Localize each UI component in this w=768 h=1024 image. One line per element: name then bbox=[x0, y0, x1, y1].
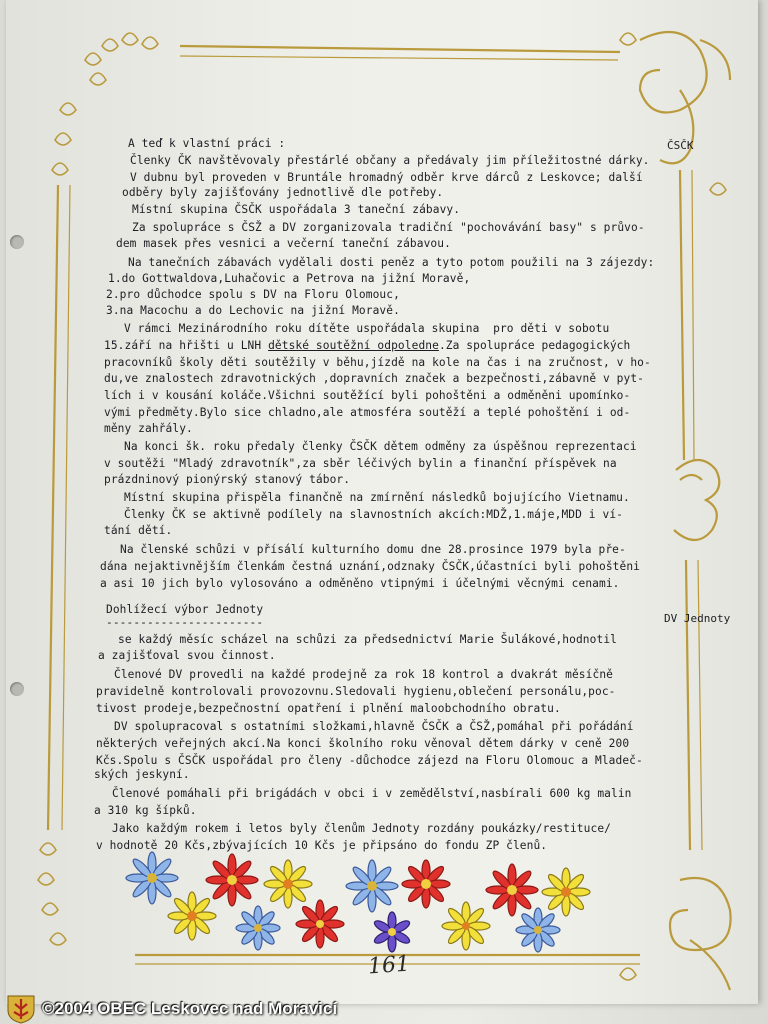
text-segment: .Za spolupráce pedagogických bbox=[438, 339, 631, 352]
text-segment: 15.září na hřišti u LNH bbox=[104, 339, 269, 352]
watermark bbox=[6, 994, 426, 1024]
text-line: prázdninový pionýrský stanový tábor. bbox=[104, 473, 351, 486]
text-line: Místní skupina ČSČK uspořádala 3 taneční zábavy. bbox=[132, 203, 461, 216]
text-line: Místní skupina přispěla finančně na zmírnění následků bojujícího Vietnamu. bbox=[124, 491, 630, 504]
underlined-phrase: dětské soutěžní odpoledne bbox=[268, 339, 439, 352]
text-line: odběry byly zajišťovány jednotlivě dle potřeby. bbox=[122, 186, 444, 199]
text-line: V rámci Mezinárodního roku dítěte uspořádala skupina pro děti v sobotu bbox=[124, 322, 610, 335]
text-line: pracovníků školy děti soutěžily v běhu,jízdě na kole na čas i na zručnost, v ho- bbox=[104, 356, 651, 369]
text-line: Kčs.Spolu s ČSČK uspořádal pro členy -důchodce zájezd na Floru Olomouc a Mladeč- bbox=[96, 754, 643, 767]
text-line: a zajišťoval svou činnost. bbox=[98, 649, 276, 662]
text-line: Členové DV provedli na každé prodejně za rok 18 kontrol a dvakrát měsíčně bbox=[114, 668, 613, 681]
text-line: tivost prodeje,bezpečnostní opatření i plnění maloobchodního obratu. bbox=[96, 702, 561, 715]
text-line: vými předměty.Bylo sice chladno,ale atmosféra soutěží a teplé pohoštění i od- bbox=[104, 406, 631, 419]
text-line: Členky ČK se aktivně podílely na slavnostních akcích:MDŽ,1.máje,MDD i ví- bbox=[124, 508, 623, 521]
text-line: ských jeskyní. bbox=[94, 768, 190, 781]
text-line: 3.na Macochu a do Lechovic na jižní Moravě. bbox=[106, 304, 400, 317]
text-line: měny zahřály. bbox=[104, 422, 193, 435]
text-line: Na členské schůzi v přísálí kulturního domu dne 28.prosince 1979 byla pře- bbox=[120, 543, 626, 556]
text-line: Na konci šk. roku předaly členky ČSČK dětem odměny za úspěšnou reprezentaci bbox=[124, 440, 637, 453]
text-line: DV spolupracoval s ostatními složkami,hlavně ČSČK a ČSŽ,pomáhal při pořádání bbox=[114, 720, 634, 733]
text-line: pravidelně kontrolovali provozovnu.Sledovali hygienu,oblečení personálu,poc- bbox=[96, 685, 616, 698]
text-line: du,ve znalostech zdravotnických ,dopravních značek a bezpečnosti,zábavně v pyt- bbox=[104, 372, 644, 385]
text-line bbox=[104, 339, 630, 352]
text-line: lích i v kousání koláče.Všichni soutěžící byli pohoštěni a odměněni upomínko- bbox=[104, 389, 631, 402]
text-line: dána nejaktivnějším členkám čestná uznání,odznaky ČSČK,účastníci byli pohoštěni bbox=[100, 560, 640, 573]
text-line: tání dětí. bbox=[104, 524, 173, 537]
heading-underline: ----------------------- bbox=[106, 616, 264, 629]
text-line: 2.pro důchodce spolu s DV na Floru Olomouc, bbox=[106, 288, 400, 301]
text-line: Členové pomáhali při brigádách v obci i v zemědělství,nasbírali 600 kg malin bbox=[112, 787, 632, 800]
text-line: v soutěži "Mladý zdravotník",za sběr léčivých bylin a finanční příspěvek na bbox=[104, 457, 617, 470]
text-line: dem masek přes vesnici a večerní taneční zábavou. bbox=[116, 237, 451, 250]
text-line: se každý měsíc scházel na schůzi za předsednictví Marie Šulákové,hodnotil bbox=[118, 633, 617, 646]
margin-note-dv-jednoty: DV Jednoty bbox=[664, 612, 731, 625]
text-line: některých veřejných akcí.Na konci školního roku věnoval dětem dárky v ceně 200 bbox=[96, 737, 630, 750]
text-line: V dubnu byl proveden v Bruntále hromadný odběr krve dárců z Leskovce; další bbox=[130, 171, 643, 184]
text-line: Členky ČK navštěvovaly přestárlé občany a předávaly jim příležitostné dárky. bbox=[130, 154, 650, 167]
text-line: Za spolupráce s ČSŽ a DV zorganizovala tradiční "pochovávání basy" s průvo- bbox=[132, 221, 645, 234]
text-line: v hodnotě 20 Kčs,zbývajících 10 Kčs je připsáno do fondu ZP členů. bbox=[96, 839, 548, 852]
text-line: 1.do Gottwaldova,Luhačovic a Petrova na jižní Moravě, bbox=[108, 272, 471, 285]
section-heading: Dohlížecí výbor Jednoty bbox=[106, 603, 264, 616]
page-number: 161 bbox=[367, 951, 411, 980]
text-line: a asi 10 jich bylo vylosováno a odměněno vtipnými i účelnými věcnými cenami. bbox=[100, 577, 620, 590]
text-line: Na tanečních zábavách vydělali dosti peněz a tyto potom použili na 3 zájezdy: bbox=[128, 256, 655, 269]
text-line: a 310 kg šípků. bbox=[94, 804, 197, 817]
margin-note-csck: ČSČK bbox=[667, 139, 694, 152]
coat-of-arms-icon bbox=[6, 994, 36, 1024]
text-line: Jako každým rokem i letos byly členům Jednoty rozdány poukázky/restituce/ bbox=[112, 822, 611, 835]
text-line: A teď k vlastní práci : bbox=[128, 137, 286, 150]
watermark-text: ©2004 OBEC Leskovec nad Moravicí bbox=[42, 999, 338, 1018]
